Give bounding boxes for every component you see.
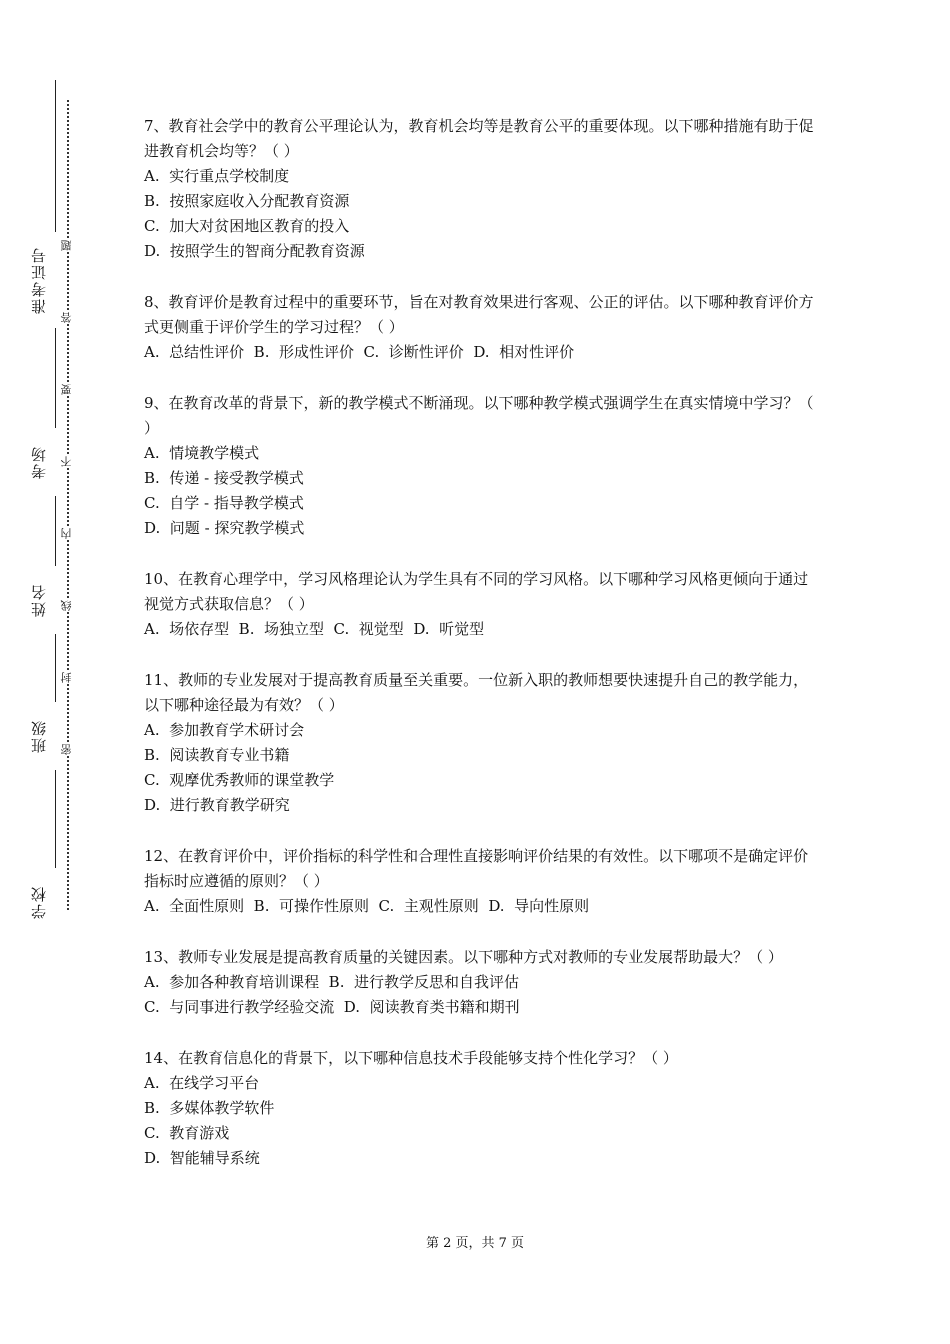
seal-char: 答 [60,312,73,323]
question-text: 11、教师的专业发展对于提高教育质量至关重要。一位新入职的教师想要快速提升自己的教学能力，以下哪种途径最为有效？（ ） [144,671,809,714]
option: B. 多媒体教学软件 [144,1099,275,1117]
question-text: 8、教育评价是教育过程中的重要环节，旨在对教育效果进行客观、公正的评估。以下哪种教育评价方式更侧重于评价学生的学习过程？（ ） [144,293,814,336]
question-14 [144,1046,814,1171]
margin-line [55,328,56,428]
question-text: 10、在教育心理学中，学习风格理论认为学生具有不同的学习风格。以下哪种学习风格更倾向于通过视觉方式获取信息？（ ） [144,570,809,613]
question-13 [144,945,814,1020]
option: C. 加大对贫困地区教育的投入 [144,217,350,235]
option: A. 场依存型 B. 场独立型 C. 视觉型 D. 听觉型 [144,620,485,638]
option: A. 情境教学模式 [144,444,260,462]
question-8 [144,290,814,365]
option: A. 全面性原则 B. 可操作性原则 C. 主观性原则 D. 导向性原则 [144,897,590,915]
option: A. 实行重点学校制度 [144,167,290,185]
margin-line [55,80,56,232]
question-text: 13、教师专业发展是提高教育质量的关键因素。以下哪种方式对教师的专业发展帮助最大？（ ） [144,948,783,966]
question-12 [144,844,814,919]
margin-line [55,496,56,566]
class-label: 班级 [29,719,48,753]
seal-char: 要 [60,384,73,395]
question-9 [144,391,814,541]
seal-char: 封 [60,672,73,683]
question-11 [144,668,814,818]
question-text: 12、在教育评价中，评价指标的科学性和合理性直接影响评价结果的有效性。以下哪项不是确定评价指标时应遵循的原则？（ ） [144,847,809,890]
option: C. 教育游戏 [144,1124,230,1142]
option: B. 阅读教育专业书籍 [144,746,290,764]
exam-room-label: 考场 [29,445,48,479]
question-10 [144,567,814,642]
margin-line [55,770,56,868]
question-7 [144,114,814,264]
margin-line [55,634,56,702]
option: D. 进行教育教学研究 [144,796,290,814]
option: C. 观摩优秀教师的课堂教学 [144,771,335,789]
question-text: 7、教育社会学中的教育公平理论认为，教育机会均等是教育公平的重要体现。以下哪种措施有助于促进教育机会均等？（ ） [144,117,814,160]
option: B. 传递 - 接受教学模式 [144,469,304,487]
school-label: 学校 [29,885,48,919]
option: C. 与同事进行教学经验交流 D. 阅读教育类书籍和期刊 [144,998,520,1016]
option: A. 参加各种教育培训课程 B. 进行教学反思和自我评估 [144,973,520,991]
option: C. 自学 - 指导教学模式 [144,494,304,512]
option: D. 智能辅导系统 [144,1149,260,1167]
question-list [144,114,814,1197]
option: A. 参加教育学术研讨会 [144,721,305,739]
option: D. 按照学生的智商分配教育资源 [144,242,365,260]
option: D. 问题 - 探究教学模式 [144,519,305,537]
page-number: 第 2 页，共 7 页 [425,1236,525,1251]
binding-margin [18,80,58,930]
seal-char: 密 [60,744,73,755]
seal-char: 题 [60,240,73,251]
seal-char: 线 [60,600,73,611]
seal-char: 内 [60,528,73,539]
option: A. 在线学习平台 [144,1074,260,1092]
seal-line [60,100,74,910]
option: B. 按照家庭收入分配教育资源 [144,192,350,210]
question-text: 9、在教育改革的背景下，新的教学模式不断涌现。以下哪种教学模式强调学生在真实情境中学习？（ ） [144,394,814,437]
question-text: 14、在教育信息化的背景下，以下哪种信息技术手段能够支持个性化学习？（ ） [144,1049,678,1067]
name-label: 姓名 [29,583,48,617]
option: A. 总结性评价 B. 形成性评价 C. 诊断性评价 D. 相对性评价 [144,343,575,361]
seal-char: 不 [60,456,73,467]
exam-number-label: 准考证号 [29,246,48,314]
